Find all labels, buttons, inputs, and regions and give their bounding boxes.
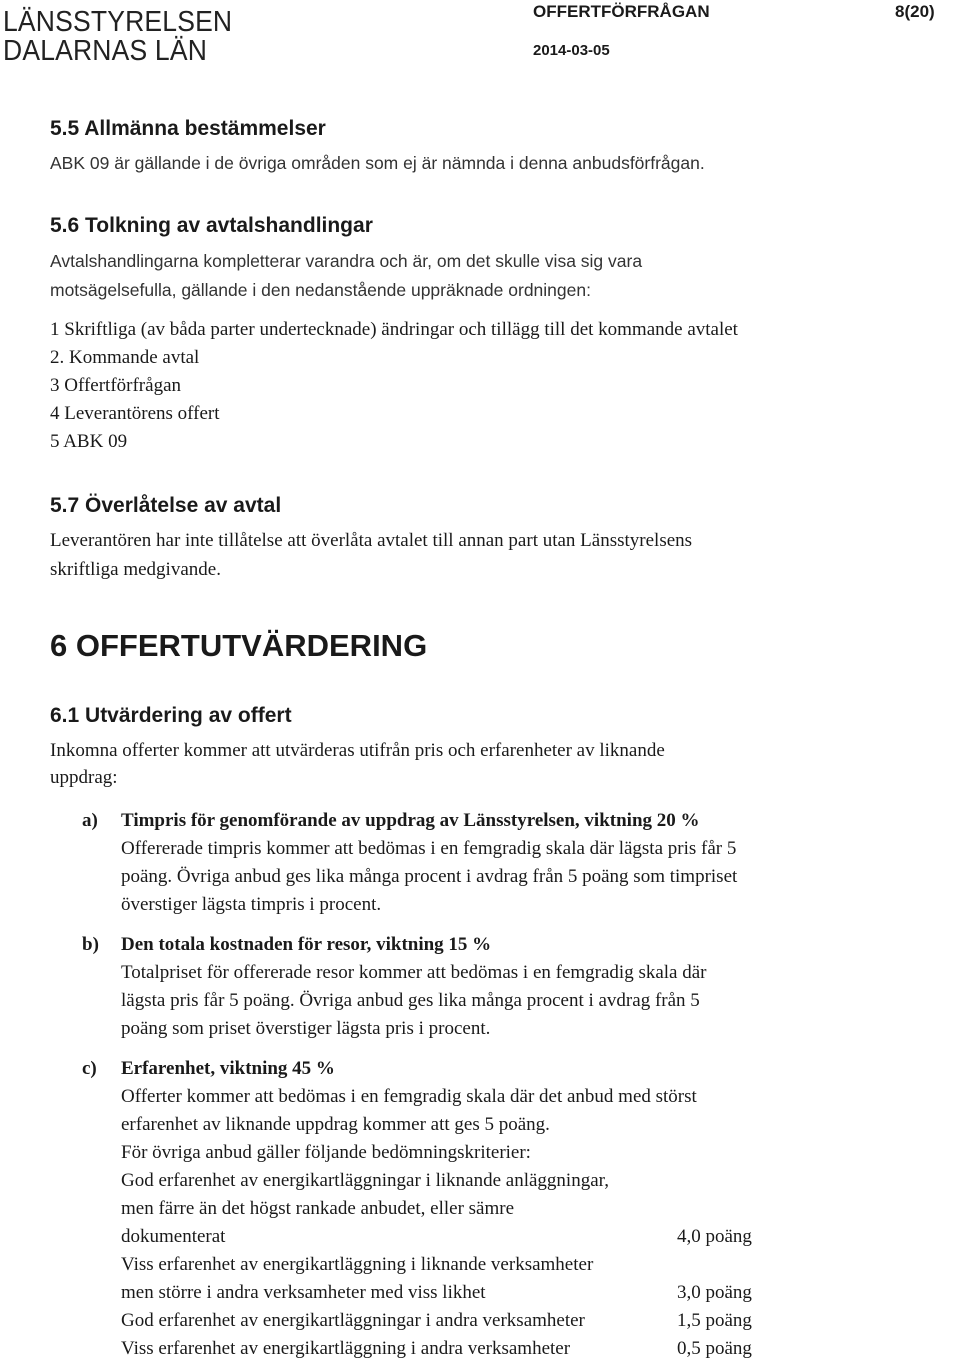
- criterion-a-line-2: poäng. Övriga anbud ges lika många procent i avdrag från 5 poäng som timpriset: [121, 866, 738, 887]
- score-row-2-text: Viss erfarenhet av energikartläggning i liknande verksamheter: [121, 1254, 594, 1275]
- criterion-b-line-1: Totalpriset för offererade resor kommer att bedömas i en femgradig skala där: [121, 962, 707, 983]
- score-row-4-points: 1,5 poäng: [677, 1310, 752, 1331]
- score-row-3-points: 3,0 poäng: [677, 1282, 752, 1303]
- order-item-2: 2. Kommande avtal: [50, 347, 200, 368]
- score-row-1-points: 4,0 poäng: [677, 1226, 752, 1247]
- order-item-3: 3 Offertförfrågan: [50, 375, 181, 396]
- criterion-c-line-4: God erfarenhet av energikartläggningar i liknande anläggningar,: [121, 1170, 609, 1191]
- criterion-c-line-3: För övriga anbud gäller följande bedömningskriterier:: [121, 1142, 531, 1163]
- score-row-4-text: God erfarenhet av energikartläggningar i andra verksamheter: [121, 1310, 585, 1331]
- criterion-b-marker: b): [82, 934, 99, 955]
- section-5-6-heading: 5.6 Tolkning av avtalshandlingar: [50, 214, 373, 237]
- score-row-3-text: men större i andra verksamheter med viss likhet: [121, 1282, 486, 1303]
- page-number: 8(20): [895, 2, 935, 21]
- order-item-4: 4 Leverantörens offert: [50, 403, 220, 424]
- criterion-b-line-3: poäng som priset överstiger lägsta pris i procent.: [121, 1018, 491, 1039]
- score-row-5-points: 0,5 poäng: [677, 1338, 752, 1359]
- section-5-7-line-1: Leverantören har inte tillåtelse att överlåta avtalet till annan part utan Länsstyrelsens: [50, 530, 693, 551]
- criterion-a-line-1: Offererade timpris kommer att bedömas i en femgradig skala där lägsta pris får 5: [121, 838, 737, 859]
- order-item-5: 5 ABK 09: [50, 431, 128, 452]
- section-6-1-line-2: uppdrag:: [50, 767, 118, 788]
- chapter-6-heading: 6 OFFERTUTVÄRDERING: [50, 628, 428, 663]
- logo-line-2: DALARNAS LÄN: [3, 35, 208, 67]
- document-type: OFFERTFÖRFRÅGAN: [533, 2, 710, 21]
- criterion-c-line-1: Offerter kommer att bedömas i en femgradig skala där det anbud med störst: [121, 1086, 697, 1107]
- section-5-7-line-2: skriftliga medgivande.: [50, 559, 221, 580]
- section-5-5-text: ABK 09 är gällande i de övriga områden som ej är nämnda i denna anbudsförfrågan.: [50, 153, 705, 173]
- criterion-a-marker: a): [82, 810, 98, 831]
- logo-line-1: LÄNSSTYRELSEN: [3, 6, 233, 38]
- criterion-c-title: Erfarenhet, viktning 45 %: [121, 1058, 335, 1079]
- criterion-a-line-3: överstiger lägsta timpris i procent.: [121, 894, 382, 915]
- section-5-7-heading: 5.7 Överlåtelse av avtal: [50, 494, 282, 517]
- agency-logo: [3, 8, 235, 68]
- document-date: 2014-03-05: [533, 42, 610, 59]
- criterion-c-line-5: men färre än det högst rankade anbudet, eller sämre: [121, 1198, 515, 1219]
- criterion-a-title: Timpris för genomförande av uppdrag av Länsstyrelsen, viktning 20 %: [121, 810, 700, 831]
- section-6-1-heading: 6.1 Utvärdering av offert: [50, 704, 292, 727]
- criterion-c-line-2: erfarenhet av liknande uppdrag kommer att ges 5 poäng.: [121, 1114, 550, 1135]
- criterion-b-title: Den totala kostnaden för resor, viktning 15 %: [121, 934, 492, 955]
- score-row-5-text: Viss erfarenhet av energikartläggning i andra verksamheter: [121, 1338, 571, 1359]
- section-5-6-line-1: Avtalshandlingarna kompletterar varandra och är, om det skulle visa sig vara: [50, 251, 643, 271]
- order-item-1: 1 Skriftliga (av båda parter undertecknade) ändringar och tillägg till det kommande avtalet: [50, 319, 738, 340]
- score-row-1-text: dokumenterat: [121, 1226, 226, 1247]
- section-5-6-line-2: motsägelsefulla, gällande i den nedanstående uppräknade ordningen:: [50, 280, 591, 300]
- criterion-c-marker: c): [82, 1058, 97, 1079]
- section-5-5-heading: 5.5 Allmänna bestämmelser: [50, 117, 326, 140]
- criterion-b-line-2: lägsta pris får 5 poäng. Övriga anbud ges lika många procent i avdrag från 5: [121, 990, 700, 1011]
- section-6-1-line-1: Inkomna offerter kommer att utvärderas utifrån pris och erfarenheter av liknande: [50, 740, 665, 761]
